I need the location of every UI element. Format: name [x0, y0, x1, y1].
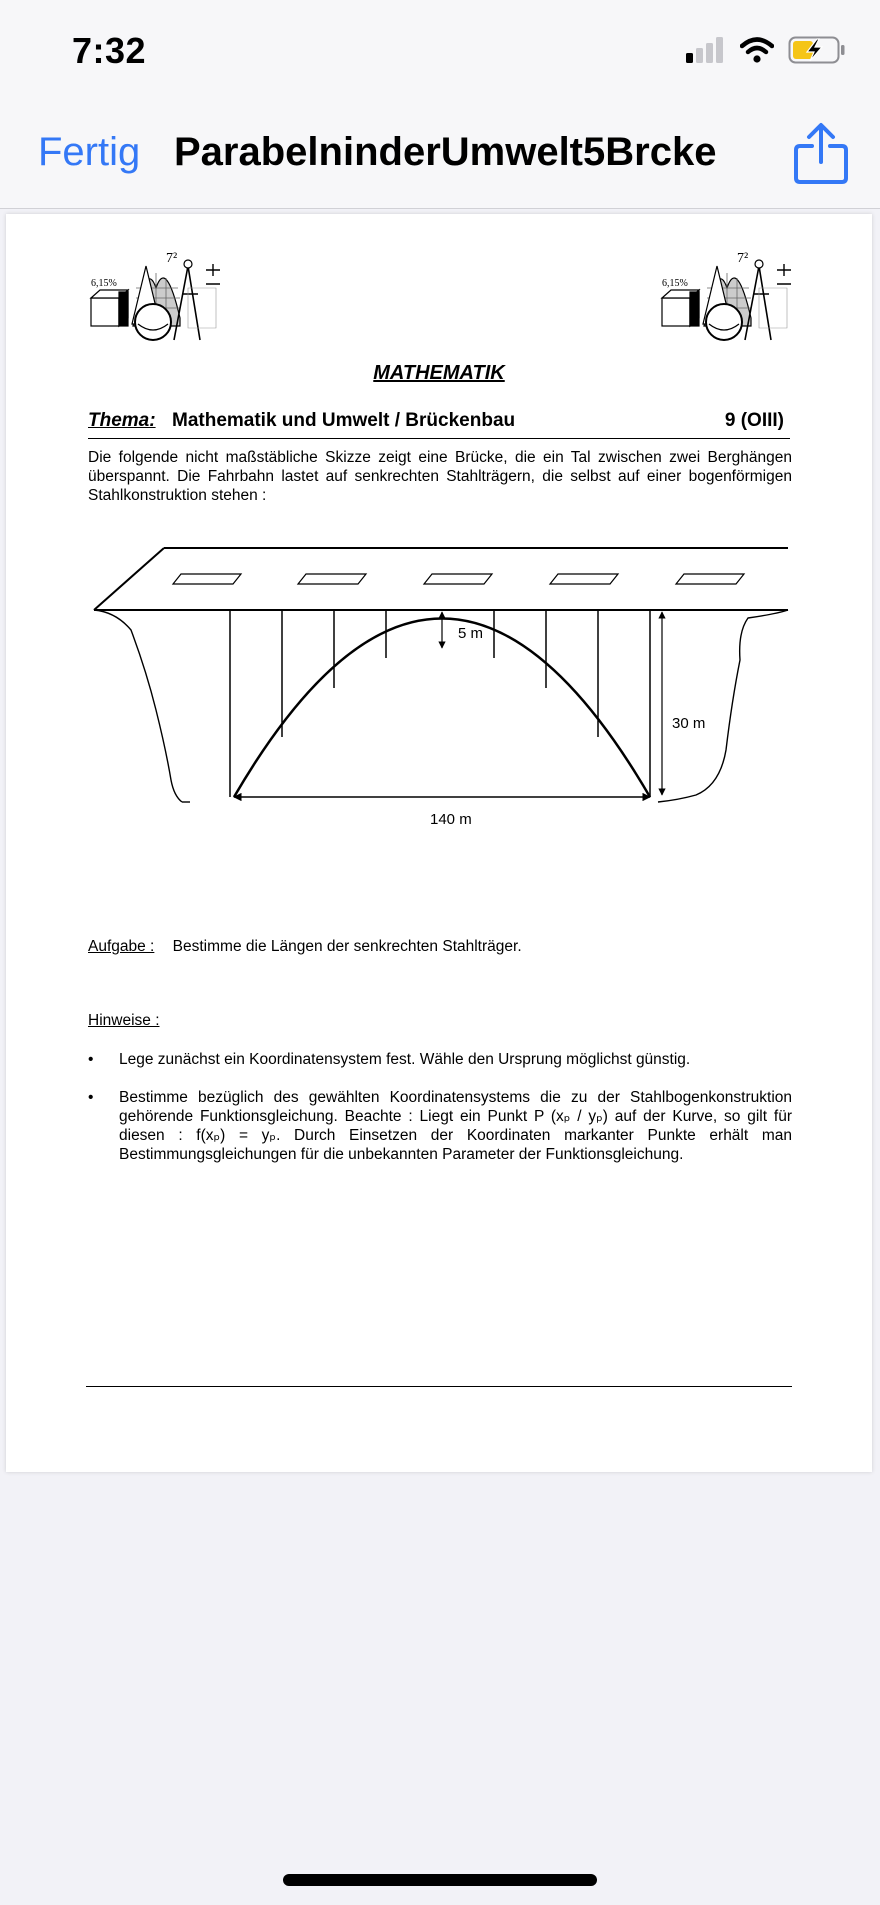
navigation-bar: [0, 100, 880, 209]
wifi-icon: [740, 37, 774, 63]
grade-label: 9 (OIII): [724, 410, 784, 431]
label-140m: 140 m: [430, 811, 472, 828]
intro-paragraph: Die folgende nicht maßstäbliche Skizze zeigt eine Brücke, die ein Tal zwischen zwei Berghängen überspannt. Die Fahrbahn lastet auf senkrechten Stahlträgern, die selbst auf einer bogenförmigen Stahlkonstruktion stehen :: [88, 449, 792, 504]
status-icons: [686, 36, 846, 64]
status-bar: [0, 0, 880, 100]
task-text: Bestimme die Längen der senkrechten Stahlträger.: [172, 938, 522, 955]
topic-row: [88, 410, 790, 439]
battery-charging-icon: [788, 36, 846, 64]
document-title: ParabelninderUmwelt5Brcke: [174, 130, 717, 174]
page-divider: [86, 1386, 792, 1387]
task-label: Aufgabe :: [88, 938, 155, 955]
bullet: •: [88, 1089, 94, 1106]
math-logo-icon: [88, 248, 223, 343]
done-button[interactable]: Fertig: [38, 130, 141, 174]
logo-power-text: 7²: [166, 251, 178, 266]
document-heading: MATHEMATIK: [373, 362, 505, 384]
task-line: [88, 938, 522, 956]
hint-text: Bestimme bezüglich des gewählten Koordinatensystems die zu der Stahlbogenkonstruktion gehörende Funktionsgleichung. Beachte : Liegt ein Punkt P (xₚ / yₚ) auf der Kurve, so gilt für diesen : f(xₚ) = yₚ. Durch Einsetzen der Koordinaten markanter Punkte erhält man Bestimmungsgleichungen für die unbekannten Parameter der Funktionsgleichung.: [119, 1089, 792, 1163]
logo-percent-text: 6,15%: [91, 278, 117, 289]
status-time: 7:32: [72, 30, 147, 71]
hint-text: Lege zunächst ein Koordinatensystem fest. Wähle den Ursprung möglichst günstig.: [119, 1051, 691, 1068]
cellular-signal-icon: [686, 37, 726, 63]
logo-power-text: 7²: [737, 251, 749, 266]
topic-label: Thema:: [88, 410, 156, 431]
document-page: [6, 214, 872, 1472]
home-indicator[interactable]: [283, 1874, 597, 1886]
topic-text: Mathematik und Umwelt / Brückenbau: [172, 410, 516, 431]
label-30m: 30 m: [672, 715, 706, 732]
hint-item: [88, 1088, 792, 1164]
label-5m: 5 m: [458, 625, 484, 642]
math-logo-icon: [659, 248, 794, 343]
share-icon[interactable]: [792, 122, 850, 186]
hints-title: Hinweise :: [88, 1012, 160, 1029]
hint-item: [88, 1050, 792, 1069]
bullet: •: [88, 1051, 94, 1068]
logo-percent-text: 6,15%: [662, 278, 688, 289]
bridge-diagram: [86, 540, 798, 870]
